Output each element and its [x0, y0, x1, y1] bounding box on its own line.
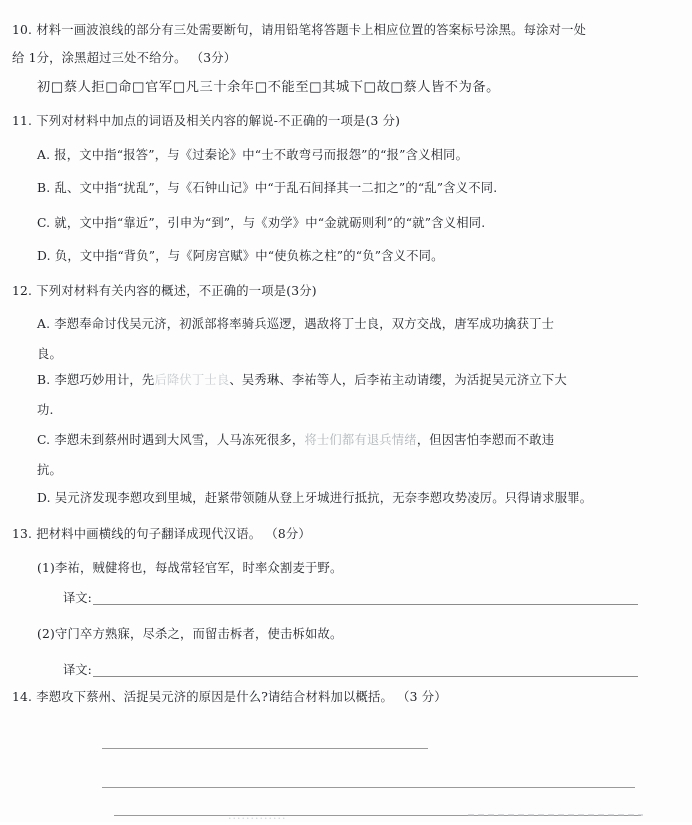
- question-13-answer-rule-2[interactable]: [93, 676, 638, 677]
- question-11-option-d[interactable]: D. 负，文中指“背负”，与《阿房宫赋》中“使负栋之柱”的“负”含义不同。: [37, 249, 444, 263]
- question-12-option-b[interactable]: [37, 374, 567, 386]
- question-14-stem: 14. 李愬攻下蔡州、活捉吴元济的原因是什么?请结合材料加以概括。 （3 分）: [12, 690, 447, 704]
- question-13-stem: 13. 把材料中画横线的句子翻译成现代汉语。 （8分）: [12, 527, 311, 541]
- question-11-stem: 11. 下列对材料中加点的词语及相关内容的解说-不正确的一项是(3 分): [12, 114, 401, 128]
- question-12-option-c-text-faded: 将士们都有退兵情绪: [304, 433, 417, 447]
- question-12-option-b-text-start: B. 李愬巧妙用计，先: [37, 373, 155, 387]
- question-10-stem-line-1: 10. 材料一画波浪线的部分有三处需要断句，请用铅笔将答题卡上相应位置的答案标号涂黑。每涂对一处: [12, 23, 587, 37]
- question-10-stem-line-2: 给 1分，涂黑超过三处不给分。 （3分）: [12, 51, 237, 65]
- question-13-answer-label-2: 译文:: [63, 663, 92, 677]
- question-12-option-b-wrap: 功.: [37, 403, 54, 417]
- question-13-answer-row-2[interactable]: [63, 664, 638, 677]
- question-12-option-c-text-end: ，但因害怕李愬而不敢违: [416, 433, 555, 447]
- question-13-answer-row-1[interactable]: [63, 592, 638, 605]
- question-14-blank-line-2[interactable]: [102, 787, 635, 788]
- question-13-sentence-1: (1)李祐，贼健将也，每战常轻官军，时率众割麦于野。: [37, 561, 343, 575]
- question-12-option-b-text-end: 、吴秀琳、李祐等人，后李祐主动请缨，为活捉吴元济立下大: [229, 373, 567, 387]
- question-12-option-a-wrap: 良。: [37, 347, 62, 361]
- question-10-punctuation-sentence: 初□蔡人拒□命□官军□凡三十余年□不能至□其城下□故□蔡人皆不为备。: [37, 80, 500, 95]
- question-11-option-b[interactable]: B. 乱、文中指“扰乱”，与《石钟山记》中“于乱石间择其一二扣之”的“乱”含义不同.: [37, 181, 498, 195]
- scan-artifact-speckle: [468, 814, 643, 816]
- question-11-option-a[interactable]: A. 报，文中指“报答”，与《过秦论》中“士不敢弯弓而报怨”的“报”含义相同。: [37, 148, 469, 162]
- question-12-option-c[interactable]: [37, 434, 554, 446]
- question-12-option-b-text-faded: 后降伏丁士良: [154, 373, 230, 387]
- question-14-blank-line-1[interactable]: [102, 748, 428, 749]
- question-13-answer-rule-1[interactable]: [93, 604, 638, 605]
- question-11-option-c[interactable]: C. 就，文中指“靠近”，引申为“到”，与《劝学》中“金就砺则利”的“就”含义相同.: [37, 216, 486, 230]
- question-12-option-d[interactable]: D. 吴元济发现李愬攻到里城，赶紧带领随从登上牙城进行抵抗，无奈李愬攻势凌厉。只得请求服罪。: [37, 491, 593, 505]
- question-12-option-a[interactable]: A. 李愬奉命讨伐吴元济，初派部将率骑兵巡逻，遇敌将丁士良，双方交战，唐军成功擒获丁士: [37, 317, 555, 331]
- question-12-option-c-wrap: 抗。: [37, 463, 62, 477]
- question-13-sentence-2: (2)守门卒方熟寐，尽杀之，而留击柝者，使击柝如故。: [37, 627, 343, 641]
- question-12-option-c-text-start: C. 李愬未到蔡州时遇到大风雪，人马冻死很多，: [37, 433, 305, 447]
- footer-cropped-text: ·············: [228, 812, 287, 825]
- question-13-answer-label-1: 译文:: [63, 591, 92, 605]
- question-12-stem: 12. 下列对材料有关内容的概述，不正确的一项是(3分): [12, 284, 317, 298]
